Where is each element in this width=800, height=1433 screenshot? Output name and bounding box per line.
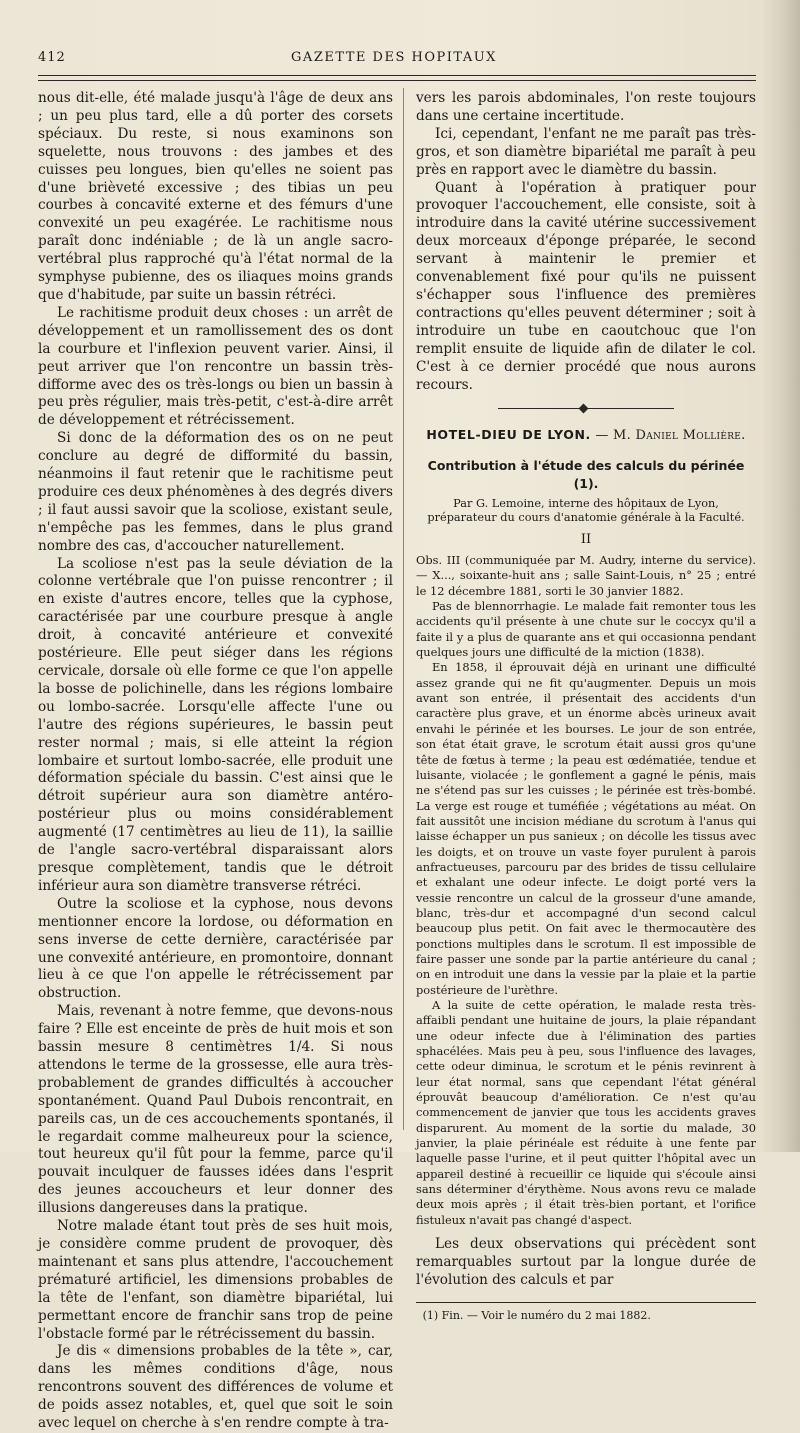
section-heading-sub: — M. Daniel Mollière. xyxy=(590,428,746,444)
paragraph: vers les parois abdominales, l'on reste toujours dans une certaine incertitude. xyxy=(416,90,756,124)
paragraph: Quant à l'opération à pratiquer pour provoquer l'accouchement, elle consiste, soit à introduire dans la cavité utérine successivement deux morceaux d'éponge préparée, le second servant à maintenir le premier et convenablement fixé pour qu'ils ne puissent s'échapper sous l'influence des premières contractions qu'elles peuvent déterminer ; soit à introduire un tube en caoutchouc que l'on remplit ensuite de liquide afin de dilater le col. C'est à ce dernier procédé que nous aurons recours. xyxy=(416,179,756,393)
paragraph: Si donc de la déformation des os on ne peut conclure au degré de difformité du bassin, néanmoins il faut retenir que le rachitisme peut produire ces deux phénomènes à des degrés divers ; il faut aussi savoir que la scoliose, existant seule, n'empêche pas les femmes, dans le plus grand nombre des cas, d'accoucher naturellement. xyxy=(38,430,393,554)
paragraph: Le rachitisme produit deux choses : un arrêt de développement et un ramollissement des os dont la courbure et l'inflexion peuvent varier. Ainsi, il peut arriver que l'on rencontre un bassin très-difforme avec des os très-longs ou bien un bassin à peu près régulier, mais très-petit, c'est-à-dire arrêt de développement et rétrécissement. xyxy=(38,304,393,429)
footnote-rule xyxy=(416,1302,756,1303)
byline xyxy=(416,497,756,525)
article-title: Contribution à l'étude des calculs du périnée (1). xyxy=(427,458,745,492)
column-divider xyxy=(403,88,404,1130)
running-title: GAZETTE DES HOPITAUX xyxy=(291,50,497,65)
paragraph: La scoliose n'est pas la seule déviation de la colonne vertébrale que l'on puisse rencontrer ; il en existe d'autres encore, telles que la cyphose, caractérisée par une courbure presque à angle droit, à concavité antérieure et convexité postérieure. Elle peut siéger dans les régions cervicale, dorsale où elle forme ce que l'on appelle la bosse de polichinelle, dans les régions lombaire ou lombo-sacrée. Lorsqu'elle affecte l'une ou l'autre des régions supérieures, le bassin peut rester normal ; mais, si elle atteint la région lombaire et surtout lombo-sacrée, elle produit une déformation spéciale du bassin. C'est ainsi que le détroit supérieur aura son diamètre antéro-postérieur plus ou moins considérablement augmenté (17 centimètres au lieu de 11), la saillie de l'angle sacro-vertébral disparaissant alors presque complètement, tandis que le détroit inférieur aura son diamètre transverse rétréci. xyxy=(38,555,393,894)
header-rule xyxy=(38,75,756,81)
page-edge-shadow xyxy=(762,0,800,1152)
observation-text xyxy=(416,553,756,1228)
paragraph: nous dit-elle, été malade jusqu'à l'âge de deux ans ; un peu plus tard, elle a dû porter des corsets spéciaux. Du reste, si nous examinons son squelette, nous trouvons : des jambes et des cuisses peu longues, bien qu'elles ne soient pas d'une brièveté excessive ; des tibias un peu courbes à concavité externe et des fémurs d'une convexité un peu exagérée. Le rachitisme nous paraît donc indéniable ; de là un angle sacro-vertébral plus rapproché qu'à l'état normal de la symphyse pubienne, des os iliaques moins grands que d'habitude, par suite un bassin rétréci. xyxy=(38,90,393,303)
paragraph: Les deux observations qui précèdent sont remarquables surtout par la longue durée de l'évolution des calculs et par xyxy=(416,1236,756,1288)
left-column xyxy=(38,90,393,1433)
byline-line: préparateur du cours d'anatomie générale à la Faculté. xyxy=(427,511,745,525)
section-heading-main: HOTEL-DIEU DE LYON. xyxy=(426,427,591,443)
part-number: II xyxy=(580,532,592,548)
paragraph: Obs. III (communiquée par M. Audry, interne du service). — X..., soixante-huit ans ; salle Saint-Louis, n° 25 ; entré le 12 décembre 1881, sorti le 30 janvier 1882. xyxy=(416,553,756,598)
paragraph: Mais, revenant à notre femme, que devons-nous faire ? Elle est enceinte de près de huit mois et son bassin mesure 8 centimètres 1/4. Si nous attendons le terme de la grossesse, elle aura très-probablement de grandes difficultés à accoucher spontanément. Quand Paul Dubois rencontrait, en pareils cas, un de ces accouchements spontanés, il le regardait comme malheureux pour la science, tout heureux qu'il fût pour la femme, parce qu'il pouvait inculquer de fausses idées dans l'esprit des jeunes accoucheurs et leur donner des illusions dangereuses dans la pratique. xyxy=(38,1003,393,1217)
footnote: (1) Fin. — Voir le numéro du 2 mai 1882. xyxy=(422,1308,651,1322)
paragraph: En 1858, il éprouvait déjà en urinant une difficulté assez grande qui ne fit qu'augmenter. Depuis un mois avant son entrée, il présentait des accidents d'un caractère plus grave, et un énorme abcès urineux avait envahi le périnée et les bourses. Le jour de son entrée, son état était grave, le scrotum était aussi gros qu'une tête de fœtus à terme ; la peau est œdématiée, tendue et luisante, violacée ; le gonflement a gagné le pénis, mais ne s'étend pas sur les cuisses ; le périnée est très-bombé. La verge est rouge et tuméfiée ; végétations au méat. On fait aussitôt une incision médiane du scrotum à l'anus qui laisse échapper un pus sanieux ; on décolle les tissus avec les doigts, et on trouve un vaste foyer purulent à parois anfractueuses, parcouru par des brides de tissu cellulaire et exhalant une odeur infecte. Le doigt porté vers la vessie rencontre un calcul de la grosseur d'une amande, blanc, très-dur et accompagné d'un second calcul beaucoup plus petit. On fait avec le thermocautère des ponctions multiples dans le scrotum. Il est impossible de faire passer une sonde par la partie antérieure du canal ; on en introduit une dans la vessie par la plaie et la partie postérieure de l'urèthre. xyxy=(416,660,756,997)
paragraph: Je dis « dimensions probables de la tête », car, dans les mêmes conditions d'âge, nous rencontrons souvent des différences de volume et de poids assez notables, et, quel que soit le soin avec lequel on cherche à s'en rendre compte à tra- xyxy=(38,1343,393,1432)
byline-line: Par G. Lemoine, interne des hôpitaux de Lyon, xyxy=(453,497,719,511)
paragraph: Pas de blennorrhagie. Le malade fait remonter tous les accidents qu'il présente à une chute sur le coccyx qu'il a faite il y a plus de quarante ans et qui occasionna pendant quelques jours une difficulté de la miction (1838). xyxy=(416,599,756,660)
page-header xyxy=(38,50,750,72)
paragraph: A la suite de cette opération, le malade resta très-affaibli pendant une huitaine de jours, la plaie répandant une odeur infecte due à l'élimination des parties sphacélées. Mais peu à peu, sous l'influence des lavages, cette odeur diminua, le scrotum et le pénis revinrent à leur état normal, sans que cependant l'état général éprouvât beaucoup d'amélioration. Ce n'est qu'au commencement de janvier que tous les accidents graves disparurent. Au moment de la sortie du malade, 30 janvier, la plaie périnéale est réduite à une fente par laquelle passe l'urine, et il peut quitter l'hôpital avec un appareil destiné à recueillir ce liquide qui s'écoule ainsi sans déterminer d'érythème. Nous avons revu ce malade deux mois après ; il était très-bien portant, et l'orifice fistuleux n'avait pas changé d'aspect. xyxy=(416,998,756,1227)
right-column xyxy=(416,90,756,1323)
paragraph: Ici, cependant, l'enfant ne me paraît pas très-gros, et son diamètre bipariétal me paraît à peu près en rapport avec le diamètre du bassin. xyxy=(416,125,756,178)
paragraph: Notre malade étant tout près de ses huit mois, je considère comme prudent de provoquer, dès maintenant et sans plus attendre, l'accouchement prématuré artificiel, les dimensions probables de la tête de l'enfant, son diamètre bipariétal, lui permettant encore de franchir sans trop de peine l'obstacle formé par le rétrécissement du bassin. xyxy=(38,1218,393,1342)
page-number: 412 xyxy=(38,50,66,65)
paragraph: Outre la scoliose et la cyphose, nous devons mentionner encore la lordose, ou déformation en sens inverse de cette dernière, caractérisée par une convexité antérieure, en promontoire, donnant lieu à ce que l'on appelle le rétrécissement par obstruction. xyxy=(38,895,393,1002)
section-heading xyxy=(416,426,756,445)
section-ornament xyxy=(498,404,674,414)
